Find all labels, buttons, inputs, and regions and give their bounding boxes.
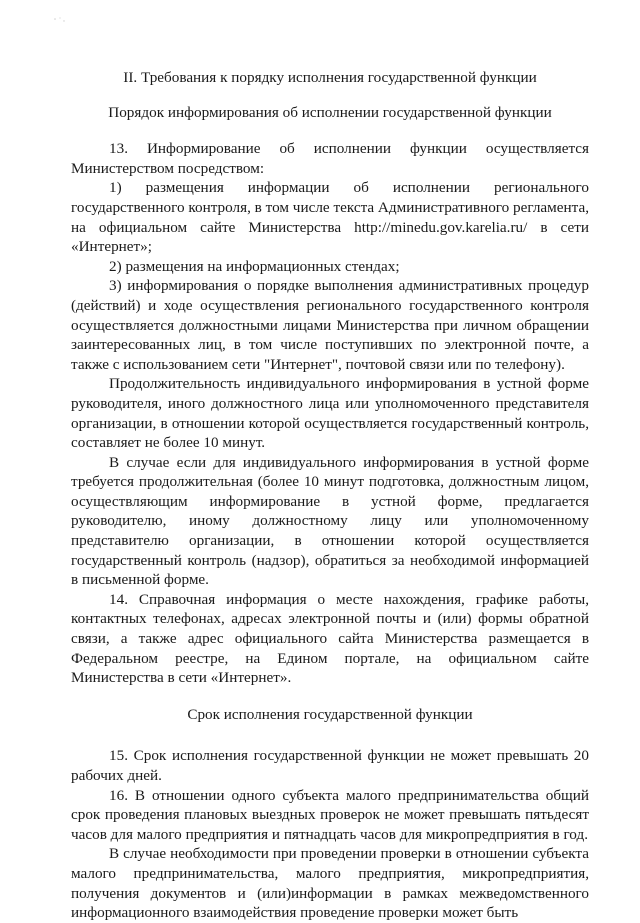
paragraph-check-necessity: В случае необходимости при проведении проверки в отношении субъекта малого предпринимательства, малого предприятия, микропредприятия, получения документов и (или)информации в рамках межведомственного информационного взаимодействия проведение проверки может быть	[71, 845, 589, 922]
paragraph-13-item-3: 3) информирования о порядке выполнения административных процедур (действий) и ходе осуществления регионального государственного контроля осуществляется должностными лицами Министерства при личном обращении заинтересованных лиц, в том числе поступивших по электронной почте, а также с использованием сети "Интернет", почтовой связи или по телефону).	[71, 277, 589, 373]
paragraph-long-informing: В случае если для индивидуального информирования в устной форме требуется продолжительная (более 10 минут подготовка, должностным лицом, осуществляющим информирование в устной форме, предлагается руководителю, иному должностному лицу или уполномоченному представителю организации, в отношении которой осуществляется государственный контроль (надзор), обратиться за необходимой информацией в письменной форме.	[71, 453, 589, 589]
paragraph-13-item-2: 2) размещения на информационных стендах;	[109, 257, 400, 275]
subheading-term: Срок исполнения государственной функции	[187, 705, 473, 723]
paragraph-16: 16. В отношении одного субъекта малого предпринимательства общий срок проведения плановых выездных проверок не может превышать пятьдесят часов для малого предприятия и пятнадцать часов для микропредприятия в год.	[71, 786, 589, 843]
paragraph-duration: Продолжительность индивидуального информирования в устной форме руководителя, иного должностного лица или уполномоченного представителя организации, в отношении которой осуществляется государственный контроль, составляет не более 10 минут.	[71, 375, 589, 452]
document-body	[71, 68, 589, 923]
section-heading: II. Требования к порядку исполнения государственной функции	[123, 69, 537, 86]
subheading-informing: Порядок информирования об исполнении государственной функции	[108, 103, 552, 121]
paragraph-13: 13. Информирование об исполнении функции осуществляется Министерством посредством:	[71, 140, 589, 177]
paragraph-14: 14. Справочная информация о месте нахождения, графике работы, контактных телефонах, адресах электронной почты и (или) формы обратной связи, а также адрес официального сайта Министерства размещается в Федеральном реестре, на Едином портале, на официальном сайте Министерства в сети «Интернет».	[71, 590, 589, 687]
paragraph-15: 15. Срок исполнения государственной функции не может превышать 20 рабочих дней.	[71, 747, 589, 784]
scan-artifact-mark	[53, 16, 67, 24]
paragraph-13-item-1: 1) размещения информации об исполнении регионального государственного контроля, в том числе текста Административного регламента, на официальном сайте Министерства http://minedu.gov.karelia.ru/ в сети «Интернет»;	[71, 179, 589, 256]
